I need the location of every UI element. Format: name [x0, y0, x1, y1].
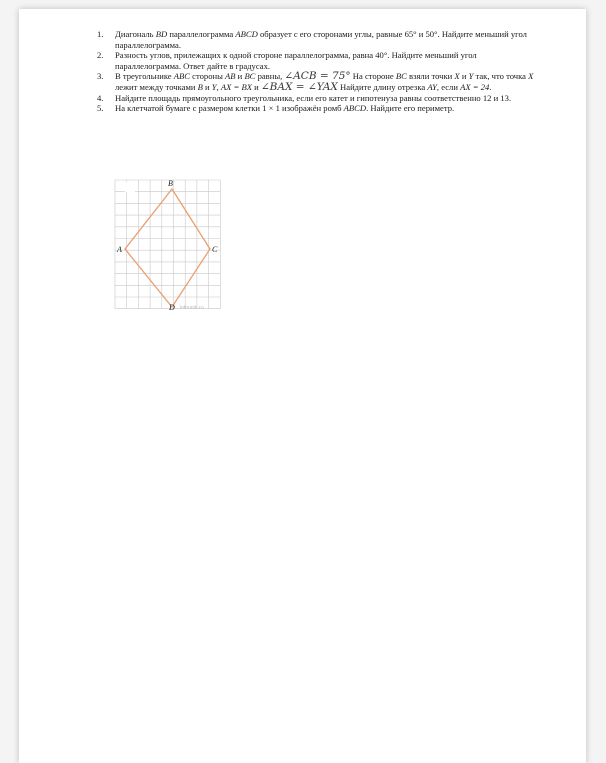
angle-formula: ∠BAX = ∠YAX — [260, 80, 338, 93]
problem-text: На стороне — [350, 71, 396, 82]
problem-text: образует с его сторонами углы, равные 65° и 50°. Найдите меньший угол параллелограмма. — [115, 29, 527, 50]
watermark-text: i̇nfourok.ru — [180, 305, 204, 311]
problem-4 — [97, 93, 537, 104]
problem-text: и — [251, 81, 261, 92]
problem-number: 5. — [97, 103, 104, 114]
rhombus-abcd — [125, 189, 210, 307]
vertex-label-c: C — [212, 245, 218, 254]
segment-label: BD — [155, 29, 168, 39]
problem-text: так, что точка — [473, 71, 529, 82]
problem-text: , если — [436, 81, 461, 92]
problem-1 — [97, 29, 537, 50]
problem-text: Диагональ — [115, 29, 156, 39]
problem-text: равны, — [255, 71, 285, 82]
problem-text: , — [216, 81, 221, 92]
label-backdrop — [125, 182, 135, 192]
problem-text: На клетчатой бумаге с размером клетки 1 × 1 изображён ромб — [115, 103, 344, 114]
segment-label: AY — [427, 81, 437, 92]
problem-number: 2. — [97, 50, 104, 61]
problem-number: 1. — [97, 29, 104, 39]
vertex-label-d: D — [169, 303, 175, 311]
document-page — [19, 9, 586, 763]
problem-number: 4. — [97, 92, 104, 103]
rhombus-grid-figure — [113, 177, 227, 311]
figure-label: ABCD — [343, 103, 367, 114]
problem-text: стороны — [190, 71, 226, 82]
problem-text: и — [459, 71, 469, 82]
problem-text: лежит между точками — [115, 81, 198, 92]
problem-text: и — [202, 81, 212, 92]
equality-formula: AX = 24 — [460, 81, 490, 92]
equality-formula: AX = BX — [220, 81, 252, 92]
problem-text: параллелограмма — [167, 29, 236, 39]
problem-3 — [97, 71, 537, 92]
problem-5 — [97, 103, 537, 114]
problem-text: и — [235, 71, 245, 82]
point-label: B — [197, 81, 203, 92]
grid-lines — [115, 180, 220, 309]
problem-text: Найдите площадь прямоугольного треугольника, если его катет и гипотенуза равны соответственно 12 и 13. — [115, 92, 512, 103]
problem-text: Разность углов, прилежащих к одной стороне параллелограмма, равна 40°. Найдите меньший угол параллелограмма. Ответ дайте в градусах. — [115, 50, 477, 71]
segment-label: BC — [244, 71, 256, 82]
point-label: X — [454, 71, 460, 82]
problem-text: . Найдите его периметр. — [366, 103, 455, 114]
vertex-label-b: B — [168, 179, 173, 188]
point-label: X — [528, 71, 534, 82]
problem-text: . — [489, 81, 492, 92]
problem-number: 3. — [97, 71, 104, 82]
problem-text: В треугольнике — [115, 71, 174, 82]
point-label: Y — [211, 81, 217, 92]
problem-text: Найдите длину отрезка — [337, 81, 428, 92]
problem-list — [97, 29, 537, 114]
angle-formula: ∠ACB = 75° — [284, 70, 351, 83]
problem-2 — [97, 50, 537, 71]
segment-label: BC — [395, 71, 407, 82]
point-label: Y — [468, 71, 474, 82]
vertex-label-a: A — [117, 245, 122, 254]
segment-label: AB — [225, 71, 236, 82]
problem-text: взяли точки — [406, 71, 455, 82]
figure-label: ABCD — [235, 29, 258, 39]
triangle-label: ABC — [173, 71, 190, 82]
